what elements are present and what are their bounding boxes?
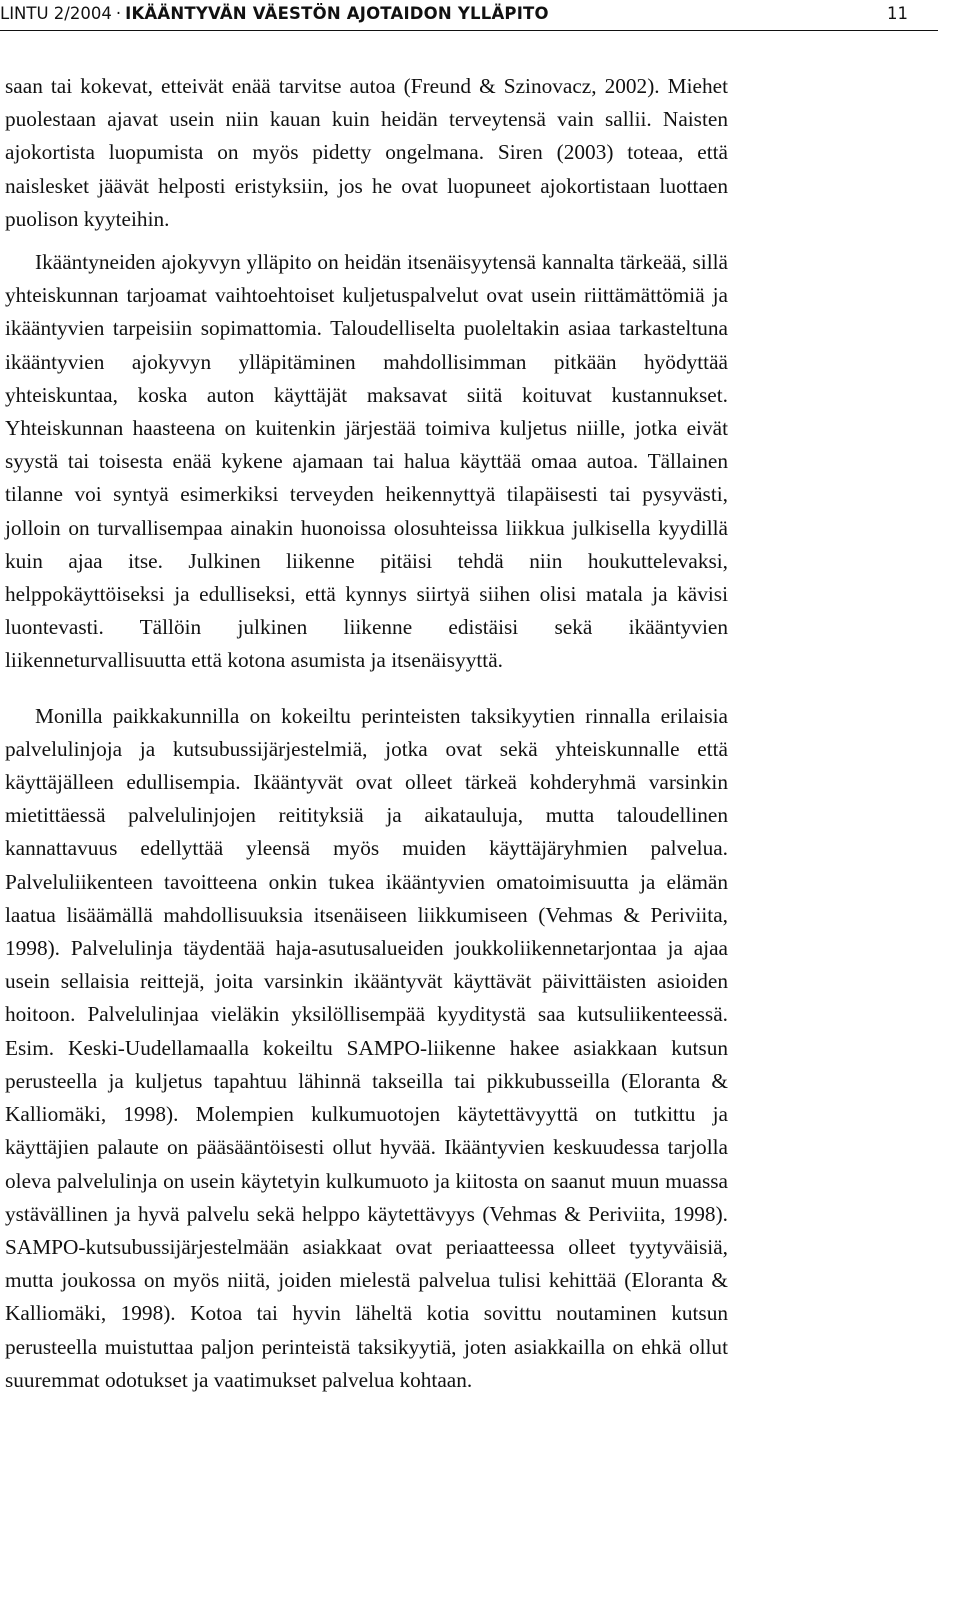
paragraph-continued: saan tai kokevat, etteivät enää tarvitse autoa (Freund & Szinovacz, 2002). Miehet puolestaan ajavat usein niin kauan kuin heidän terveytensä vain sallii. Naisten ajokortista luopumista on myös pidetty ongelmana. Siren (2003) toteaa, että naislesket jäävät helposti eristyksiin, jos he ovat luopuneet ajokortistaan luottaen puolison kyyteihin. bbox=[5, 74, 728, 231]
paragraph-palvelulinjat: Monilla paikkakunnilla on kokeiltu perinteisten taksikyytien rinnalla erilaisia palvelulinjoja ja kutsubussijärjestelmiä, jotka ovat sekä yhteiskunnalle että käyttäjälleen edullisempia. Ikääntyvät ovat olleet tärkeä kohderyhmä varsinkin mietittäessä palvelulinjojen reitityksiä ja aikatauluja, mutta taloudellinen kannattavuus edellyttää yleensä myös muiden käyttäjäryhmien palvelua. Palveluliikenteen tavoitteena onkin tukea ikääntyvien omatoimisuutta ja elämän laatua lisäämällä mahdollisuuksia itsenäiseen liikkumiseen (Vehmas & Periviita, 1998). Palvelulinja täydentää haja-asutusalueiden joukkoliikennetarjontaa ja ajaa usein sellaisia reittejä, joita varsinkin ikääntyvät käyttävät päivittäisten asioiden hoitoon. Palvelulinjaa vieläkin yksilöllisempää kyyditystä saa kutsuliikenteessä. Esim. Keski-Uudellamaalla kokeiltu SAMPO-liikenne hakee asiakkaan kutsun perusteella ja kuljetus tapahtuu lähinnä takseilla tai pikkubusseilla (Eloranta & Kalliomäki, 1998). Molempien kulkumuotojen käytettävyyttä on tutkittu ja käyttäjien palaute on pääsääntöisesti ollut hyvää. Ikääntyvien keskuudessa tarjolla oleva palvelulinja on usein käytetyin kulkumuoto ja kiitosta on saanut muun muassa ystävällinen ja hyvä palvelu sekä helppo käytettävyys (Vehmas & Periviita, 1998). SAMPO-kutsubussijärjestelmään asiakkaat ovat periaatteessa olleet tyytyväisiä, mutta joukossa on myös niitä, joiden mielestä palvelua tulisi kehittää (Eloranta & Kalliomäki, 1998). Kotoa tai hyvin läheltä kotia sovittu noutaminen kutsun perusteella muistuttaa paljon perinteistä taksikyytiä, joten asiakkailla on ehkä ollut suuremmat odotukset ja vaatimukset palvelua kohtaan. bbox=[5, 703, 728, 1392]
running-header bbox=[0, 0, 938, 31]
article-body bbox=[5, 70, 728, 1397]
article-title: IKÄÄNTYVÄN VÄESTÖN AJOTAIDON YLLÄPITO bbox=[125, 4, 549, 23]
paragraph-ajokyky: Ikääntyneiden ajokyvyn ylläpito on heidän itsenäisyytensä kannalta tärkeää, sillä yhteiskunnan tarjoamat vaihtoehtoiset kuljetuspalvelut ovat usein riittämättömiä ja ikääntyvien tarpeisiin sopimattomia. Taloudelliselta puoleltakin asiaa tarkasteltuna ikääntyvien ajokyvyn ylläpitäminen mahdollisimman pitkään hyödyttää yhteiskuntaa, koska auton käyttäjät maksavat siitä koituvat kustannukset. Yhteiskunnan haasteena on kuitenkin järjestää toimiva kuljetus niille, jotka eivät syystä tai toisesta enää kykene ajamaan tai halua käyttää omaa autoa. Tällainen tilanne voi syntyä esimerkiksi terveyden heikennyttyä tilapäisesti tai pysyvästi, jolloin on turvallisempaa ainakin huonoissa olosuhteissa liikkua julkisella kyydillä kuin ajaa itse. Julkinen liikenne pitäisi tehdä niin houkuttelevaksi, helppokäyttöiseksi ja edulliseksi, että kynnys siirtyä siihen olisi matala ja kävisi luontevasti. Tällöin julkinen liikenne edistäisi sekä ikääntyvien liikenneturvallisuutta että kotona asumista ja itsenäisyyttä. bbox=[5, 250, 728, 673]
header-separator: · bbox=[115, 4, 122, 23]
journal-issue: LINTU 2/2004 bbox=[0, 4, 112, 23]
page-number: 11 bbox=[887, 4, 908, 23]
